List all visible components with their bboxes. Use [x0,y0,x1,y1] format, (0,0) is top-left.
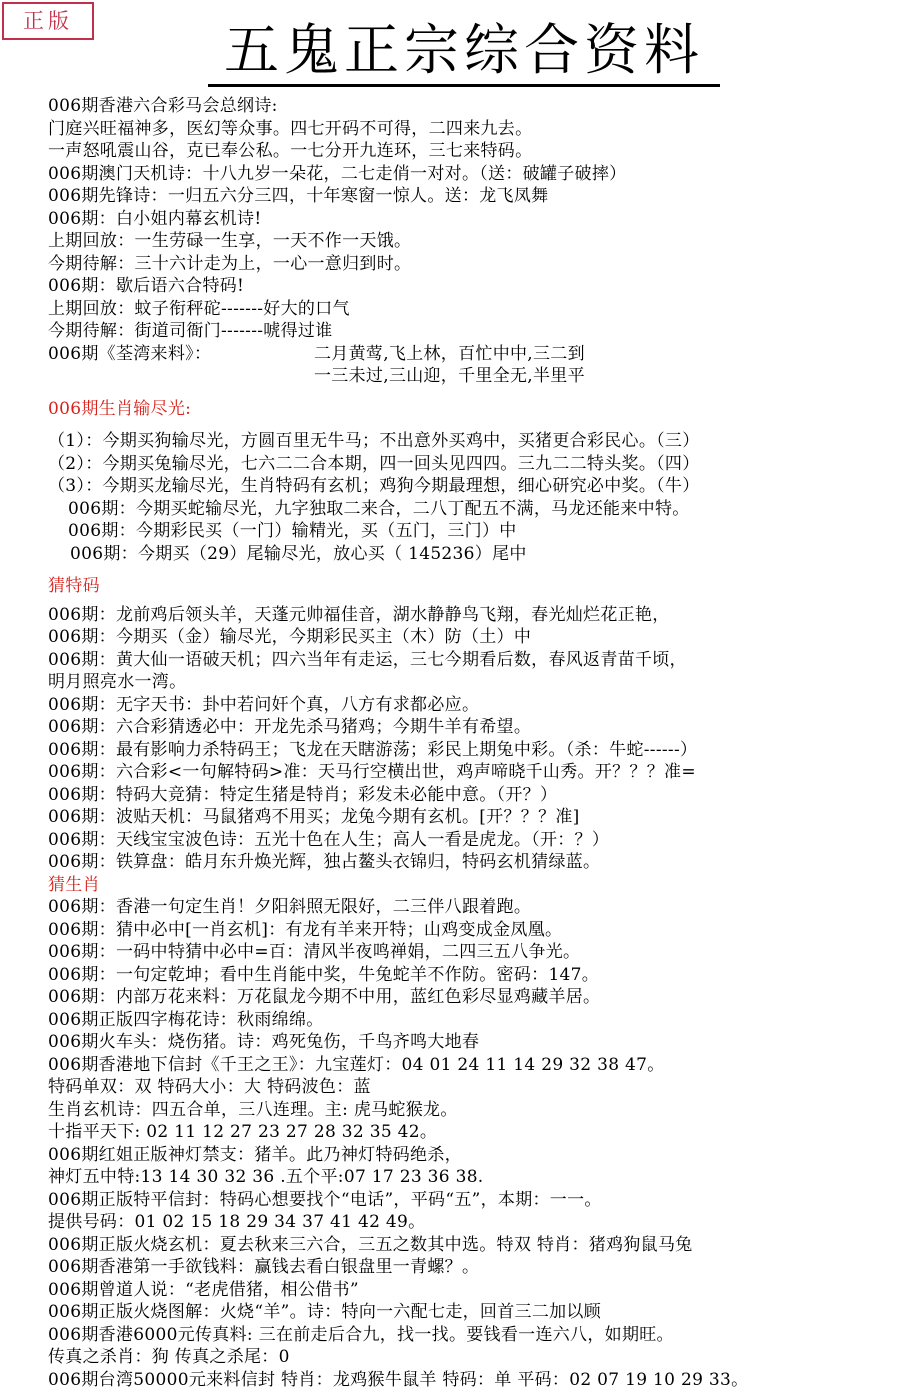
text-line: 今期待解：三十六计走为上，一心一意归到时。 [48,253,412,274]
quanwan-label: 006期《荃湾来料》： [48,343,212,364]
text-line: 006期正版特平信封：特码心想要找个“电话”，平码“五”，本期：一一。 [48,1189,602,1210]
document-body [48,95,896,1391]
text-line: 006期先锋诗：一归五六分三四，十年寒窗一惊人。送：龙飞凤舞 [48,186,549,206]
text-line: 006期正版四字梅花诗：秋雨绵绵。 [48,1009,324,1030]
section-caishengxiao [48,896,896,1391]
text-line: 神灯五中特:13 14 30 32 36 .五个平:07 17 23 36 38. [48,1167,484,1187]
text-line: 006期：特码大竞猜：特定生猪是特肖；彩发未必能中意。（开？） [48,784,558,805]
section-heading-shengxiao: 006期生肖输尽光: [48,398,192,419]
text-line: 006期火车头：烧伤猪。诗：鸡死兔伤，千鸟齐鸣大地春 [48,1032,480,1052]
text-line: 006期：歇后语六合特码! [48,276,245,296]
text-line: 门庭兴旺福神多，医幻等众事。四七开码不可得，二四来九去。 [48,118,533,139]
text-line: 特码单双：双 特码大小：大 特码波色：蓝 [48,1077,371,1097]
text-line: （2）：今期买兔输尽光，七六二二合本期，四一回头见四四。三九二二特头奖。（四） [48,453,700,474]
page-title: 五鬼正宗综合资料 [208,18,720,87]
genuine-badge: 正版 [2,2,94,40]
text-line: 006期：龙前鸡后领头羊，天蓬元帅福佳音，湖水静静鸟飞翔，春光灿烂花正艳， [48,604,670,625]
text-line: 006期：内部万花来料：万花鼠龙今期不中用，蓝红色彩尽显鸡藏羊居。 [48,987,601,1007]
text-line: 十指平天下: 02 11 12 27 23 27 28 32 35 42。 [48,1122,438,1142]
section-heading-caishengxiao: 猜生肖 [48,874,100,895]
text-line: 006期：一句定乾坤；看中生肖能中奖，牛兔蛇羊不作防。密码：147。 [48,964,600,985]
text-line: 006期：六合彩猜透必中：开龙先杀马猪鸡；今期牛羊有希望。 [48,717,532,737]
text-line: 006期：最有影响力杀特码王；飞龙在天瞎游荡；彩民上期兔中彩。（杀：牛蛇------） [48,739,698,760]
text-line: 006期香港地下信封《千王之王》：九宝莲灯：04 01 24 11 14 29 32 38 47。 [48,1054,665,1075]
quanwan-line-1: 二月黄莺,飞上林，百忙中中,三二到 [314,343,585,364]
text-line: 006期澳门天机诗：十八九岁一朵花，二七走俏一对对。（送：破罐子破摔） [48,163,627,184]
text-line: 传真之杀肖：狗 传真之杀尾：0 [48,1347,290,1367]
text-line: 006期：香港一句定生肖！夕阳斜照无限好，二三伴八跟着跑。 [48,897,532,917]
text-line: 006期：一码中特猜中必中=百：清风半夜鸣禅娟，二四三五八争光。 [48,942,581,962]
text-line: 006期香港6000元传真料: 三在前走后合九，找一找。要钱看一连六八，如期旺。 [48,1324,674,1345]
text-line: 006期：今期买蛇输尽光，九字独取二来合，二八丁配五不满，马龙还能来中特。 [68,498,690,519]
text-line: 006期曾道人说：“老虎借猪，相公借书” [48,1279,359,1300]
section-shengxiao [48,430,896,565]
text-line: 006期：天线宝宝波色诗：五光十色在人生；高人一看是虎龙。（开：？） [48,829,610,850]
text-line: 明月照亮水一湾。 [48,672,187,692]
text-line: 006期：黄大仙一语破天机；四六当年有走运，三七今期看后数，春风返青苗千顷， [48,649,687,670]
text-line: 006期：今期买（金）输尽光，今期彩民买主（木）防（土）中 [48,627,532,647]
text-line: 006期正版火烧玄机：夏去秋来三六合，三五之数其中选。特双 特肖：猪鸡狗鼠马兔 [48,1234,693,1255]
text-line: 006期：六合彩<一句解特码>准：天马行空横出世，鸡声啼晓千山秀。开？？？准= [48,762,696,782]
text-line: 上期回放：一生劳碌一生享，一天不作一天饿。 [48,231,412,251]
text-line: 一声怒吼震山谷，克已奉公私。一七分开九连环，三七来特码。 [48,141,533,161]
section-poems [48,95,896,388]
text-line: 006期台湾50000元来料信封 特肖：龙鸡猴牛鼠羊 特码：单 平码：02 07 19 10 29 33。 [48,1369,749,1390]
text-line: 提供号码：01 02 15 18 29 34 37 41 42 49。 [48,1212,426,1232]
text-line: 上期回放：蚊子衔秤砣-------好大的口气 [48,298,350,319]
text-line: 006期正版火烧图解：火烧“羊”。诗：特向一六配七走，回首三二加以顾 [48,1302,602,1322]
text-line: 006期：白小姐内幕玄机诗! [48,208,262,229]
text-line: 006期：铁算盘：皓月东升焕光辉，独占鳌头衣锦归，特码玄机猜绿蓝。 [48,852,601,872]
text-line: 生肖玄机诗：四五合单，三八连理。主: 虎马蛇猴龙。 [48,1099,458,1120]
text-line: 今期待解：街道司衙门-------唬得过谁 [48,321,333,341]
text-line: 006期香港六合彩马会总纲诗: [48,96,278,116]
section-heading-zhutema: 猜特码 [48,576,100,596]
text-line: 006期：无字天书：卦中若问奸个真，八方有求都必应。 [48,694,480,715]
text-line: （3）：今期买龙输尽光，生肖特码有玄机；鸡狗今期最理想，细心研究必中奖。（牛） [48,476,700,496]
text-line: 006期：今期买（29）尾输尽光，放心买（ 145236）尾中 [70,543,527,564]
text-line: 006期：猜中必中[一肖玄机]：有龙有羊来开特；山鸡变成金凤凰。 [48,919,563,940]
quanwan-block [48,343,896,366]
text-line: 006期红姐正版神灯禁支：猪羊。此乃神灯特码绝杀， [48,1144,462,1165]
text-line: （1）：今期买狗输尽光，方圆百里无牛马；不出意外买鸡中，买猪更合彩民心。（三） [48,431,700,451]
quanwan-line-2: 一三未过,三山迎，千里全无,半里平 [314,366,585,386]
quanwan-block-2 [48,365,896,388]
text-line: 006期：波贴天机：马鼠猪鸡不用买；龙兔今期有玄机。[开？？？准] [48,807,580,827]
text-line: 006期香港第一手欲钱料：赢钱去看白银盘里一青螺？。 [48,1257,480,1277]
section-zhutema [48,604,896,874]
text-line: 006期：今期彩民买（一门）输精光，买（五门，三门）中 [68,521,517,541]
